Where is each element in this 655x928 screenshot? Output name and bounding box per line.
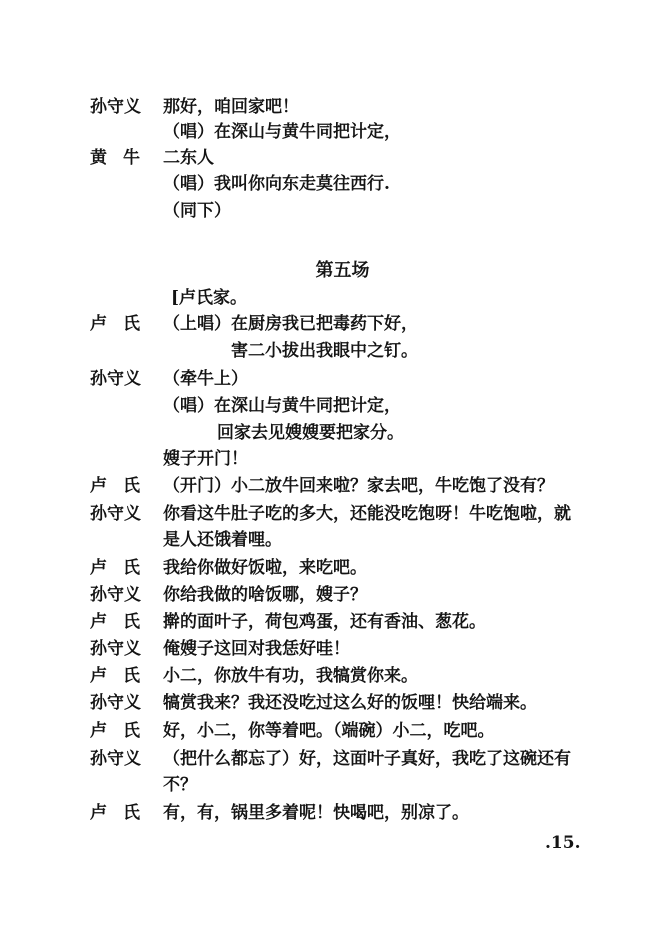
speaker-name: 孙守义 bbox=[90, 504, 141, 524]
line-text: 嫂子开门！ bbox=[163, 449, 248, 469]
line-text: （上唱）在厨房我已把毒药下好， bbox=[163, 314, 418, 334]
line-text: （唱）在深山与黄牛同把计定， bbox=[163, 122, 401, 142]
line-text: 俺嫂子这回对我恁好哇！ bbox=[163, 639, 350, 659]
line-text: 那好，咱回家吧！ bbox=[163, 97, 299, 117]
line-text: （同下） bbox=[163, 201, 231, 221]
speaker-name: 卢氏 bbox=[90, 612, 156, 632]
line-text: 害二小拔出我眼中之钉。 bbox=[231, 341, 418, 361]
speaker-name: 孙守义 bbox=[90, 369, 141, 389]
speaker-name: 卢氏 bbox=[90, 666, 156, 686]
line-text: 你看这牛肚子吃的多大，还能没吃饱呀！牛吃饱啦，就 bbox=[163, 504, 571, 524]
line-text: 回家去见嫂嫂要把家分。 bbox=[217, 423, 404, 443]
speaker-name: 卢氏 bbox=[90, 803, 156, 823]
page-number: .15. bbox=[545, 833, 581, 853]
line-text: 你给我做的啥饭哪，嫂子？ bbox=[163, 585, 367, 605]
line-text: 二东人 bbox=[163, 148, 214, 168]
speaker-name: 卢氏 bbox=[90, 314, 156, 334]
line-text: （牵牛上） bbox=[163, 369, 248, 389]
line-text: 是人还饿着哩。 bbox=[163, 530, 282, 550]
speaker-name: 孙守义 bbox=[90, 585, 141, 605]
line-text: （唱）我叫你向东走莫往西行. bbox=[163, 174, 390, 194]
line-text: 小二，你放牛有功，我犒赏你来。 bbox=[163, 666, 418, 686]
speaker-name: 孙守义 bbox=[90, 693, 141, 713]
speaker-name: 孙守义 bbox=[90, 97, 141, 117]
speaker-name: 孙守义 bbox=[90, 749, 141, 769]
speaker-name: 孙守义 bbox=[90, 639, 141, 659]
line-text: 犒赏我来？我还没吃过这么好的饭哩！快给端来。 bbox=[163, 693, 537, 713]
speaker-name: 卢氏 bbox=[90, 558, 156, 578]
scene-title: 第五场 bbox=[315, 260, 370, 281]
line-text: 有，有，锅里多着呢！快喝吧，别凉了。 bbox=[163, 803, 469, 823]
line-text: 擀的面叶子，荷包鸡蛋，还有香油、葱花。 bbox=[163, 612, 486, 632]
speaker-name: 卢氏 bbox=[90, 476, 156, 496]
line-text: 好，小二，你等着吧。（端碗）小二，吃吧。 bbox=[163, 721, 495, 741]
line-text: （唱）在深山与黄牛同把计定， bbox=[163, 396, 401, 416]
speaker-name: 卢氏 bbox=[90, 721, 156, 741]
line-text: 不？ bbox=[163, 775, 197, 795]
line-text: （把什么都忘了）好，这面叶子真好，我吃了这碗还有 bbox=[163, 749, 571, 769]
line-text: （开门）小二放牛回来啦？家去吧，牛吃饱了没有？ bbox=[163, 476, 554, 496]
line-text: 我给你做好饭啦，来吃吧。 bbox=[163, 558, 367, 578]
line-text: [卢氏家。 bbox=[171, 288, 248, 308]
speaker-name: 黄牛 bbox=[90, 148, 156, 168]
